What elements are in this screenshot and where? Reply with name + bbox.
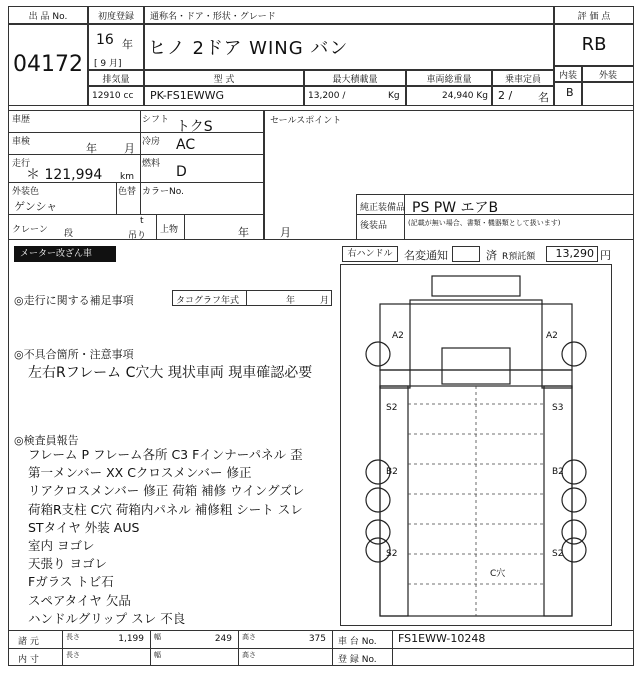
inspection-label: 車検 bbox=[12, 137, 31, 147]
inspector-line: 荷箱R支柱 C穴 荷箱内パネル 補修粗 シート スレ bbox=[28, 501, 303, 517]
height-label: 高さ bbox=[242, 633, 256, 641]
lot-number: 04172 bbox=[13, 52, 83, 77]
aircon-label: 冷房 bbox=[142, 137, 161, 147]
tax-label: R預託額 bbox=[502, 252, 536, 262]
inspector-title: ◎検査員報告 bbox=[14, 434, 79, 447]
rear-left-wheel-3 bbox=[366, 520, 390, 544]
aircon-value: AC bbox=[176, 137, 196, 153]
interior-grade: B bbox=[566, 86, 574, 99]
dims-label: 諸 元 bbox=[18, 637, 39, 647]
inspector-line: フレーム P フレーム各所 C3 Fインナーパネル 歪 bbox=[28, 447, 303, 462]
right-hand-badge: 右ハンドル bbox=[342, 246, 398, 262]
defects-text: 左右Rフレーム C穴大 現状車両 現車確認必要 bbox=[28, 365, 313, 381]
tacho-month: 月 bbox=[320, 296, 330, 306]
model-code-label: 型 式 bbox=[213, 75, 235, 85]
cab-front-outline bbox=[410, 300, 542, 370]
inspector-line: ハンドルグリップ スレ 不良 bbox=[28, 610, 186, 626]
lot-label: 出 品 No. bbox=[28, 12, 68, 22]
inspector-line: スペアタイヤ 欠品 bbox=[28, 592, 131, 608]
left-step bbox=[380, 370, 410, 388]
inspector-report bbox=[28, 446, 304, 628]
capacity-value: 2 / bbox=[498, 89, 513, 102]
windshield bbox=[442, 348, 510, 384]
capacity-label: 乗車定員 bbox=[504, 75, 541, 85]
diagram-label-a2-right: A2 bbox=[546, 331, 558, 341]
rear-right-wheel-1 bbox=[562, 460, 586, 484]
crane-hook: 吊り bbox=[128, 231, 147, 241]
rear-right-wheel-3 bbox=[562, 520, 586, 544]
mileage-label: 走行 bbox=[12, 159, 31, 169]
truck-diagram bbox=[340, 264, 612, 626]
odometer-tamper-badge: メーター改ざん車 bbox=[14, 246, 116, 262]
mileage-unit: km bbox=[120, 172, 134, 182]
inner-width-label: 幅 bbox=[154, 651, 161, 659]
reg-month: [ 9 月] bbox=[94, 59, 122, 69]
diagram-label-s3-right: S3 bbox=[552, 403, 564, 413]
tachograph-label: タコグラフ年式 bbox=[176, 296, 240, 306]
name-change-label: 名変通知 bbox=[404, 249, 448, 262]
tax-unit: 円 bbox=[600, 249, 611, 262]
options-label: 後装品 bbox=[360, 221, 388, 231]
color-no-label: カラーNo. bbox=[142, 187, 184, 197]
height-value: 375 bbox=[308, 634, 326, 644]
cab-roof-outline bbox=[432, 276, 520, 296]
bed-month: 月 bbox=[280, 226, 291, 239]
inspector-line: Fガラス トビ石 bbox=[28, 574, 114, 590]
gvw-value: 24,940 Kg bbox=[442, 91, 488, 101]
inner-dims-label: 内 寸 bbox=[18, 655, 39, 665]
cab-outline bbox=[380, 304, 572, 370]
inspection-year: 年 bbox=[86, 142, 97, 155]
first-reg-label: 初度登録 bbox=[97, 12, 134, 22]
chassis-label: 車 台 No. bbox=[338, 637, 377, 647]
inspector-line: STタイヤ 外装 AUS bbox=[28, 519, 140, 535]
displacement-value: 12910 cc bbox=[92, 91, 134, 101]
history-label: 車歴 bbox=[12, 115, 31, 125]
model-name: ヒノ 2ドア WING バン bbox=[148, 38, 349, 59]
color-change-label: 色替 bbox=[118, 187, 137, 197]
name-change-box bbox=[452, 246, 480, 262]
bed-year: 年 bbox=[238, 226, 249, 239]
crane-label: クレーン bbox=[12, 225, 48, 235]
gvw-label: 車両総重量 bbox=[426, 75, 472, 85]
grade-label: 評 価 点 bbox=[577, 12, 611, 22]
diagram-label-hole: C穴 bbox=[490, 569, 506, 579]
max-load-value: 13,200 / bbox=[308, 91, 346, 101]
inspector-line: 第一メンバー XX Cクロスメンバー 修正 bbox=[28, 465, 252, 481]
diagram-label-s2-left: S2 bbox=[386, 403, 398, 413]
cargo-right-wall bbox=[544, 386, 572, 616]
chassis-value: FS1EWW-10248 bbox=[398, 632, 486, 645]
color-value: ゲンシャ bbox=[14, 200, 58, 213]
exterior-label: 外装 bbox=[598, 71, 617, 81]
inner-height-label: 高さ bbox=[242, 651, 256, 659]
supplement-title: ◎走行に関する補足事項 bbox=[14, 294, 134, 307]
length-label: 長さ bbox=[66, 633, 80, 641]
tacho-year: 年 bbox=[286, 296, 296, 306]
interior-label: 内装 bbox=[558, 71, 577, 81]
model-title-label: 通称名・ドア・形状・グレード bbox=[150, 12, 276, 22]
rear-left-wheel-2 bbox=[366, 488, 390, 512]
defects-title: ◎不具合箇所・注意事項 bbox=[14, 348, 134, 361]
diagram-label-b2-right: B2 bbox=[552, 467, 564, 477]
crane-steps: 段 bbox=[64, 229, 74, 239]
length-value: 1,199 bbox=[118, 634, 144, 644]
width-value: 249 bbox=[214, 634, 232, 644]
tax-value: 13,290 bbox=[555, 247, 594, 260]
reg-year-unit: 年 bbox=[122, 38, 133, 51]
right-step bbox=[542, 370, 572, 388]
fuel-label: 燃料 bbox=[142, 159, 161, 169]
max-load-label: 最大積載量 bbox=[332, 75, 378, 85]
mileage-value: ＊ 121,994 bbox=[26, 167, 103, 183]
reg-year: 16 bbox=[96, 32, 114, 48]
sales-point-label: セールスポイント bbox=[270, 116, 342, 126]
diagram-label-b2-left: B2 bbox=[386, 467, 398, 477]
cargo-left-wall bbox=[380, 386, 408, 616]
width-label: 幅 bbox=[154, 633, 161, 641]
inspector-line: 天張り ヨゴレ bbox=[28, 556, 107, 572]
equipment-value: PS PW エアB bbox=[412, 200, 499, 216]
inspector-line: 室内 ヨゴレ bbox=[28, 538, 95, 554]
color-label: 外装色 bbox=[12, 187, 40, 197]
grade-value: RB bbox=[581, 34, 607, 55]
max-load-unit: Kg bbox=[388, 91, 400, 101]
equipment-label: 純正装備品 bbox=[360, 203, 406, 213]
options-note: (記載が無い場合、書類・機器類として扱います) bbox=[408, 219, 561, 227]
shift-value: トクS bbox=[176, 119, 213, 135]
diagram-label-s2-rear-right: S2 bbox=[552, 549, 564, 559]
front-left-wheel bbox=[366, 342, 390, 366]
model-code-value: PK-FS1EWWG bbox=[150, 89, 225, 102]
bed-label: 上物 bbox=[160, 225, 179, 235]
diagram-label-a2-left: A2 bbox=[392, 331, 404, 341]
tax-prefix: 済 bbox=[486, 249, 497, 262]
front-right-wheel bbox=[562, 342, 586, 366]
reg-no-label: 登 録 No. bbox=[338, 655, 377, 665]
rear-right-wheel-4 bbox=[562, 538, 586, 562]
diagram-label-s2-rear-left: S2 bbox=[386, 549, 398, 559]
capacity-unit: 名 bbox=[538, 91, 549, 104]
inspection-month: 月 bbox=[124, 142, 135, 155]
fuel-value: D bbox=[176, 164, 187, 180]
shift-label: シフト bbox=[142, 115, 170, 125]
exterior-grade-cell bbox=[582, 82, 634, 106]
inner-length-label: 長さ bbox=[66, 651, 80, 659]
inspector-line: リアクロスメンバー 修正 荷箱 補修 ウイングズレ bbox=[28, 483, 305, 499]
crane-tons: t bbox=[140, 216, 144, 226]
displacement-label: 排気量 bbox=[102, 75, 130, 85]
rear-right-wheel-2 bbox=[562, 488, 586, 512]
